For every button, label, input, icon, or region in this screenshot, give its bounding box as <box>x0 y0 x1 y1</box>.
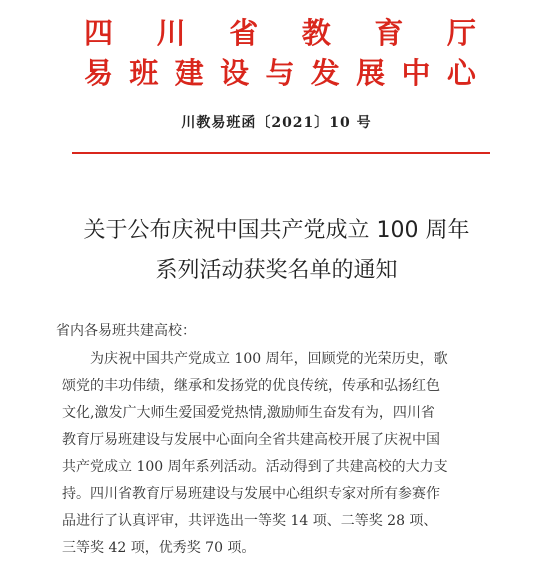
body-line: 共产党成立 100 周年系列活动。活动得到了共建高校的大力支 <box>62 459 448 475</box>
issuer-char: 班 <box>129 56 159 90</box>
body-line: 文化,激发广大师生爱国爱党热情,激励师生奋发有为，四川省 <box>62 405 435 421</box>
body-line: 持。四川省教育厅易班建设与发展中心组织专家对所有参赛作 <box>62 486 440 502</box>
issuer-char: 心 <box>446 56 476 90</box>
issuer-name-line-2 <box>84 56 476 90</box>
issuer-char: 易 <box>84 56 114 90</box>
issuer-char: 厅 <box>446 16 476 50</box>
body-line: 为庆祝中国共产党成立 100 周年，回顾党的光荣历史，歌 <box>90 351 448 367</box>
issuer-char: 省 <box>229 16 259 50</box>
body-line: 颂党的丰功伟绩，继承和发扬党的优良传统，传承和弘扬红色 <box>62 378 440 394</box>
issuer-char: 中 <box>401 56 431 90</box>
issuer-char: 展 <box>356 56 386 90</box>
body-line: 教育厅易班建设与发展中心面向全省共建高校开展了庆祝中国 <box>62 432 440 448</box>
issuer-char: 设 <box>220 56 250 90</box>
document-number: 川教易班函〔2021〕10 号 <box>181 115 372 131</box>
body-line: 三等奖 42 项，优秀奖 70 项。 <box>62 540 256 556</box>
document-title-line-2: 系列活动获奖名单的通知 <box>155 258 398 283</box>
issuer-char: 育 <box>374 16 404 50</box>
body-paragraph <box>62 346 492 562</box>
issuer-char: 发 <box>310 56 340 90</box>
issuer-char: 教 <box>301 16 331 50</box>
body-line: 品进行了认真评审，共评选出一等奖 14 项、二等奖 28 项、 <box>62 513 438 529</box>
issuer-char: 四 <box>84 16 114 50</box>
salutation: 省内各易班共建高校： <box>56 323 196 339</box>
issuer-name-line-1 <box>84 16 476 50</box>
document-title-line-1: 关于公布庆祝中国共产党成立 100 周年 <box>83 218 470 243</box>
issuer-char: 与 <box>265 56 295 90</box>
red-divider-line <box>72 152 490 154</box>
issuer-char: 建 <box>174 56 204 90</box>
issuer-char: 川 <box>156 16 186 50</box>
